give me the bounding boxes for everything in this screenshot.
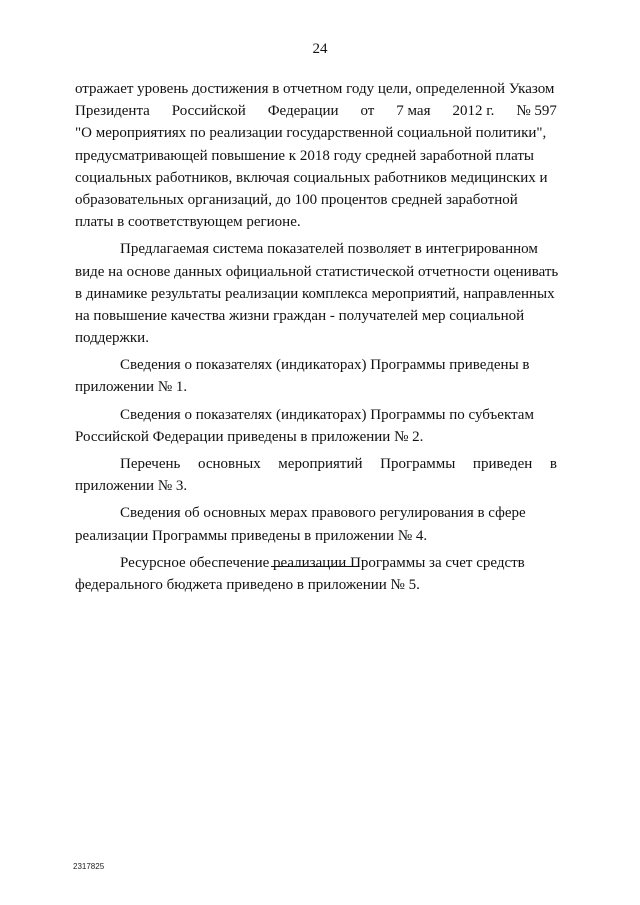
text-line: на повышение качества жизни граждан - получателей мер социальной [75, 307, 525, 324]
text-line [75, 453, 557, 475]
text-line: федерального бюджета приведено в приложении № 5. [75, 576, 420, 593]
word: Российской [171, 103, 246, 120]
text-line: реализации Программы приведены в приложении № 4. [75, 527, 428, 544]
paragraph [75, 404, 557, 448]
document-id: 2317825 [73, 862, 105, 871]
text-line: "О мероприятиях по реализации государственной социальной политики", [75, 125, 547, 142]
text-line: Российской Федерации приведены в приложении № 2. [75, 428, 424, 445]
paragraph [75, 502, 557, 546]
text-line: образовательных организаций, до 100 процентов средней заработной [75, 191, 518, 208]
text-line: социальных работников, включая социальных работников медицинских и [75, 169, 548, 186]
text-line: в динамике результаты реализации комплекса мероприятий, направленных [75, 285, 555, 302]
paragraph [75, 78, 557, 233]
paragraph [75, 453, 557, 497]
word: от [360, 103, 375, 120]
word: № 597 [516, 103, 557, 120]
word: основных [197, 456, 261, 472]
text-line: отражает уровень достижения в отчетном году цели, определенной Указом [75, 81, 555, 97]
text-line: Ресурсное обеспечение реализации Программы за счет средств [120, 554, 525, 571]
text-line [75, 100, 557, 122]
paragraph [75, 354, 557, 398]
text-line: предусматривающей повышение к 2018 году средней заработной платы [75, 147, 534, 164]
text-line: Предлагаемая система показателей позволяет в интегрированном [120, 241, 538, 258]
paragraph [75, 238, 557, 349]
text-line: приложении № 3. [75, 478, 188, 495]
text-line: Сведения об основных мерах правового регулирования в сфере [120, 505, 526, 522]
text-line: приложении № 1. [75, 379, 188, 396]
word: 7 мая [396, 103, 431, 120]
word: приведен [472, 456, 533, 472]
paragraph [75, 552, 557, 596]
word: 2012 г. [452, 103, 495, 120]
text-line: платы в соответствующем регионе. [75, 214, 301, 231]
text-line: Сведения о показателях (индикаторах) Программы приведены в [120, 357, 530, 374]
text-line: поддержки. [75, 330, 149, 347]
text-line: Сведения о показателях (индикаторах) Программы по субъектам [120, 406, 534, 423]
page-number: 24 [312, 41, 328, 57]
word: в [549, 456, 557, 472]
word: Президента [75, 103, 150, 120]
text-line: виде на основе данных официальной статистической отчетности оценивать [75, 263, 559, 280]
word: Перечень [120, 456, 181, 472]
separator-line [271, 566, 358, 567]
word: Программы [380, 456, 456, 472]
word: Федерации [267, 103, 339, 120]
word: мероприятий [278, 456, 363, 472]
document-body [75, 78, 557, 596]
